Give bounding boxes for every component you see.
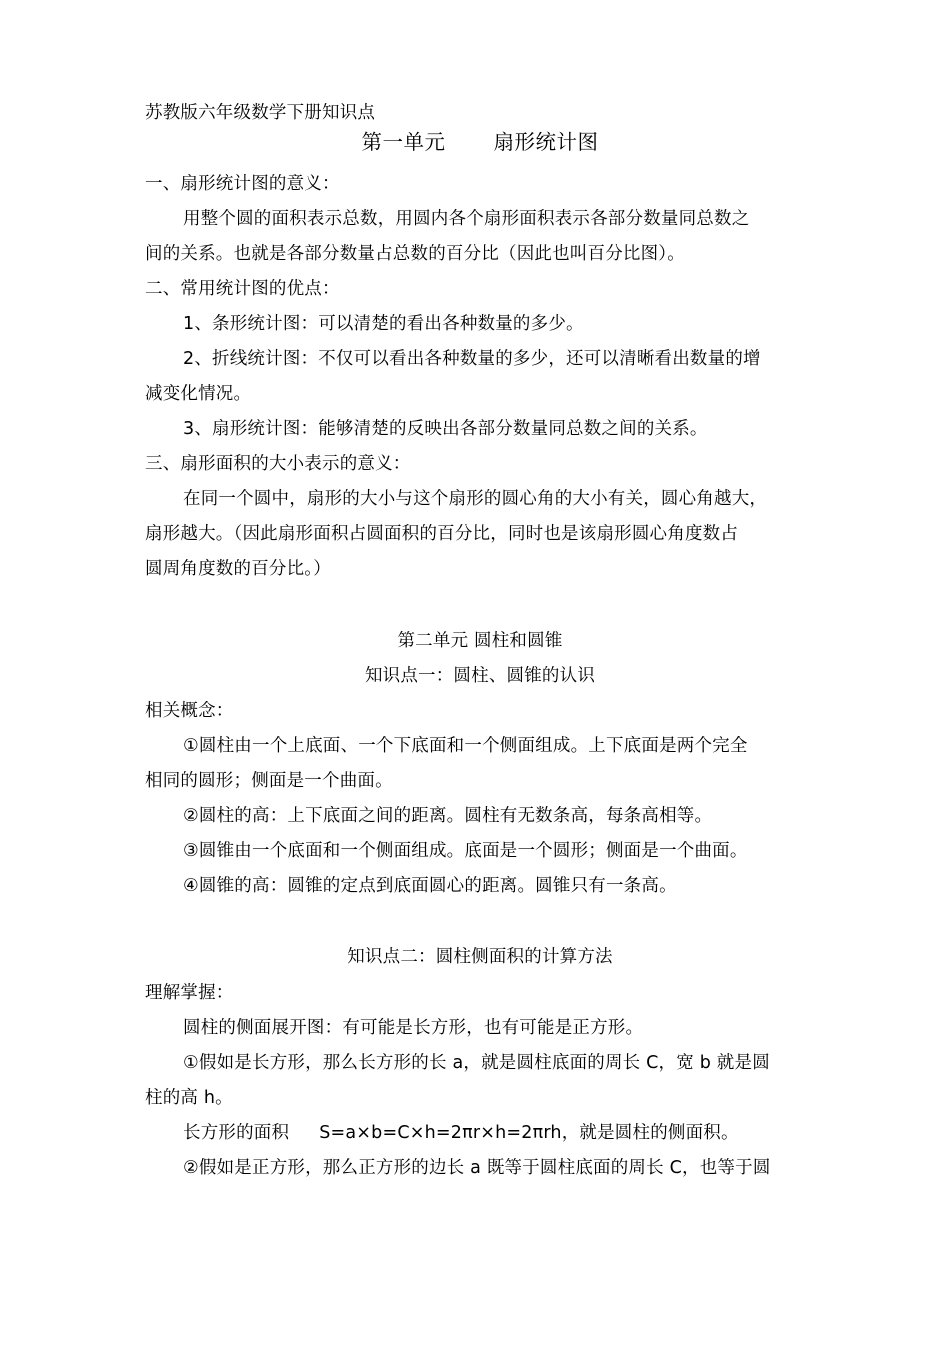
rectangle-area-formula: S=a×b=C×h=2πr×h=2πrh，就是圆柱的侧面积。 (319, 1123, 739, 1143)
unit1-section1-paragraph-line2: 间的关系。也就是各部分数量占总数的百分比（因此也叫百分比图）。 (145, 244, 685, 264)
unit1-section3-heading: 三、扇形面积的大小表示的意义： (145, 454, 411, 474)
unit2-understand-formula-line (183, 1121, 815, 1145)
unit2-knowledge-point1-title: 知识点一：圆柱、圆锥的认识 (364, 666, 596, 686)
unit1-section2-item3: 3、扇形统计图：能够清楚的反映出各部分数量同总数之间的关系。 (183, 419, 708, 439)
unit1-section2-item1: 1、条形统计图：可以清楚的看出各种数量的多少。 (183, 314, 584, 334)
unit1-section2-heading: 二、常用统计图的优点： (145, 279, 340, 299)
unit2-concept1-line2: 相同的圆形；侧面是一个曲面。 (145, 771, 393, 791)
unit2-title: 第二单元 圆柱和圆锥 (397, 631, 563, 651)
unit2-understand-item3-line1: ②假如是正方形，那么正方形的边长 a 既等于圆柱底面的周长 C，也等于圆 (183, 1158, 771, 1178)
unit2-understand-item2-line1: ①假如是长方形，那么长方形的长 a，就是圆柱底面的周长 C，宽 b 就是圆 (183, 1053, 770, 1073)
document-title: 苏教版六年级数学下册知识点 (145, 103, 376, 123)
unit2-concepts-heading: 相关概念： (145, 701, 234, 721)
unit2-understand-heading: 理解掌握： (145, 983, 234, 1003)
unit1-section3-paragraph-line1: 在同一个圆中，扇形的大小与这个扇形的圆心角的大小有关，圆心角越大， (183, 489, 768, 509)
unit2-concept1-line1: ①圆柱由一个上底面、一个下底面和一个侧面组成。上下底面是两个完全 (183, 736, 748, 756)
unit1-section1-heading: 一、扇形统计图的意义： (145, 174, 340, 194)
unit1-title-name: 扇形统计图 (493, 130, 599, 154)
unit1-section3-paragraph-line3: 圆周角度数的百分比。） (145, 559, 331, 579)
rectangle-area-label: 长方形的面积 (183, 1123, 290, 1143)
unit1-title-number: 第一单元 (361, 130, 446, 154)
unit2-understand-item1: 圆柱的侧面展开图：有可能是长方形，也有可能是正方形。 (183, 1018, 644, 1038)
unit2-concept3: ③圆锥由一个底面和一个侧面组成。底面是一个圆形；侧面是一个曲面。 (183, 841, 748, 861)
unit2-knowledge-point2-title: 知识点二：圆柱侧面积的计算方法 (347, 947, 613, 967)
unit2-concept2: ②圆柱的高：上下底面之间的距离。圆柱有无数条高，每条高相等。 (183, 806, 713, 826)
unit1-section1-paragraph-line1: 用整个圆的面积表示总数，用圆内各个扇形面积表示各部分数量同总数之 (183, 209, 750, 229)
unit1-title (145, 128, 815, 156)
unit2-concept4: ④圆锥的高：圆锥的定点到底面圆心的距离。圆锥只有一条高。 (183, 876, 677, 896)
unit1-section3-paragraph-line2: 扇形越大。（因此扇形面积占圆面积的百分比，同时也是该扇形圆心角度数占 (145, 524, 739, 544)
unit2-understand-item2-line2: 柱的高 h。 (145, 1088, 233, 1108)
unit1-section2-item2-line1: 2、折线统计图：不仅可以看出各种数量的多少，还可以清晰看出数量的增 (183, 349, 761, 369)
unit1-section2-item2-line2: 减变化情况。 (145, 384, 252, 404)
